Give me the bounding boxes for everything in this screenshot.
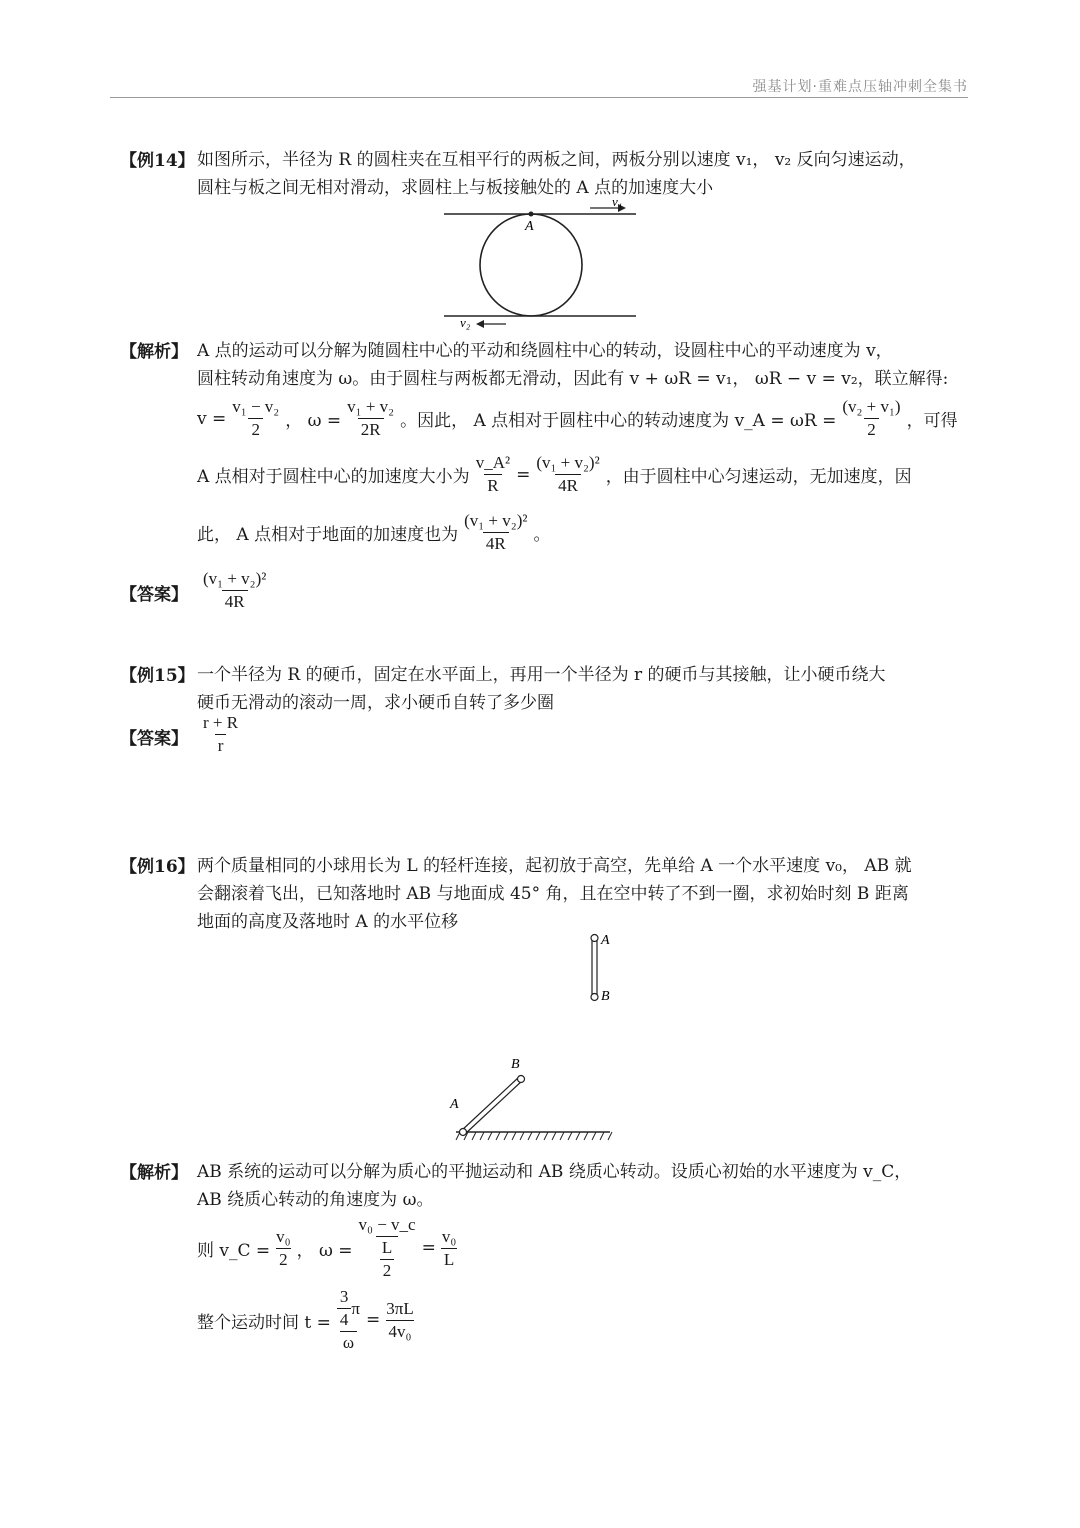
v2-label: v₂ [460, 315, 471, 330]
label-a-bottom: A [450, 1097, 459, 1112]
point-a-dot [529, 212, 534, 217]
ex14-analysis-line2: 圆柱转动角速度为 ω。由于圆柱与两板都无滑动，因此有 v + ωR = v₁， ωR − v = v₂，联立解得: [197, 369, 949, 389]
ex14-figure [430, 196, 650, 336]
frac-omega: $\frac{\text{v₁ + v₂}}{2R}$ [347, 397, 395, 439]
ex14-analysis-label: 【解析】 [120, 342, 188, 362]
ex16-omega-eq: ， ω = [296, 1240, 353, 1261]
label-b-top: B [601, 989, 610, 1004]
page-header: 强基计划·重难点压轴冲刺全集书 [752, 79, 968, 95]
ex14-eq-sign: = [516, 464, 531, 485]
ex14-omega-eq: ， ω = [285, 411, 342, 431]
v1-label: v₁ [612, 196, 623, 209]
ex15-question-line1: 一个半径为 R 的硬币，固定在水平面上，再用一个半径为 r 的硬币与其接触，让小硬币绕大 [197, 665, 886, 685]
ex14-ground-text: 此， A 点相对于地面的加速度也为 [197, 525, 459, 545]
rod-diagonal-2 [465, 1080, 523, 1134]
ex14-analysis-line5 [197, 510, 550, 555]
ex16-time-text: 整个运动时间 t = [197, 1312, 331, 1333]
ball-a-bottom [460, 1129, 467, 1136]
frac-time: $\frac{3}{4}$ π ω [334, 1286, 363, 1354]
ex14-accel-text: A 点相对于圆柱中心的加速度大小为 [197, 467, 470, 487]
ex16-eq-sign-2: = [365, 1310, 381, 1330]
rod-diagonal-1 [461, 1077, 519, 1131]
frac-omega-compound: $\frac{\text{v₀ − v\_c}}{\frac{L}{2}}$ [358, 1215, 416, 1280]
ex16-label: 【例16】 [120, 857, 195, 877]
frac-answer15: $\frac{r + R}{r}$ [203, 713, 239, 755]
label-b-bottom: B [511, 1057, 520, 1072]
ex16-question-line1: 两个质量相同的小球用长为 L 的轻杆连接，起初放于高空，先单给 A 一个水平速度 v₀， AB 就 [197, 856, 912, 876]
frac-v0-over-l: $\frac{\text{v₀}}{L}$ [441, 1226, 457, 1269]
ex14-line5-end: 。 [533, 525, 551, 545]
ex16-question-line3: 地面的高度及落地时 A 的水平位移 [197, 912, 459, 932]
ex14-line4-end: ，由于圆柱中心匀速运动，无加速度，因 [605, 467, 912, 487]
ex14-answer-label: 【答案】 [120, 585, 188, 605]
ball-a-top [591, 935, 598, 942]
ex14-label: 【例14】 [120, 151, 195, 171]
point-a-label: A [525, 219, 534, 234]
v2-arrowhead [476, 320, 484, 328]
ex16-analysis-line2: AB 绕质心转动的角速度为 ω。 [197, 1190, 434, 1210]
ball-b-top [591, 994, 598, 1001]
frac-time-result: $\frac{3\pi L}{\text{4v₀}}$ [386, 1298, 414, 1341]
ground-hatching [456, 1132, 612, 1140]
ex15-answer-label: 【答案】 [120, 729, 188, 749]
ex14-analysis-line3 [197, 396, 958, 441]
ex16-analysis-line3 [197, 1214, 462, 1282]
ex15-question-line2: 硬币无滑动的滚动一周，求小硬币自转了多少圈 [197, 693, 554, 713]
ex16-vc-eq: 则 v_C = [197, 1240, 271, 1261]
ex16-top-figure [580, 926, 640, 1010]
header-divider [110, 97, 968, 98]
ex15-label: 【例15】 [120, 666, 195, 686]
ex14-question-line2: 圆柱与板之间无相对滑动，求圆柱上与板接触处的 A 点的加速度大小 [197, 178, 714, 198]
ball-b-bottom [518, 1076, 525, 1083]
label-a-top: A [601, 933, 610, 948]
ex14-analysis-line1: A 点的运动可以分解为随圆柱中心的平动和绕圆柱中心的转动，设圆柱中心的平动速度为 v， [197, 341, 893, 361]
ex16-eq-sign-1: = [421, 1238, 436, 1258]
frac-accel: $\frac{\text{(v₁ + v₂)²}}{4R}$ [536, 453, 600, 495]
frac-vc: $\frac{\text{v₀}}{2}$ [276, 1226, 291, 1269]
ex14-line3-end: ，可得 [906, 411, 958, 431]
frac-ground-accel: $\frac{\text{(v₁ + v₂)²}}{4R}$ [464, 511, 528, 553]
ex16-bottom-figure [440, 1050, 620, 1146]
frac-answer14: $\frac{\text{(v₁ + v₂)²}}{4R}$ [203, 569, 267, 611]
ex16-analysis-line4 [197, 1286, 420, 1354]
ex14-v-eq: v = [197, 408, 227, 429]
ex14-analysis-line4 [197, 452, 912, 497]
frac-v: $\frac{\text{v₁ − v₂}}{2}$ [232, 397, 280, 439]
ex15-answer [197, 712, 244, 757]
ex14-va-text: 。因此， A 点相对于圆柱中心的转动速度为 v_A = ωR = [400, 411, 837, 431]
frac-va: $\frac{\text{(v₂ + v₁)}}{2}$ [842, 397, 901, 439]
frac-va2-over-r: $\frac{\text{v\_A²}}{R}$ [475, 453, 511, 495]
ex16-analysis-label: 【解析】 [120, 1163, 188, 1183]
ex16-question-line2: 会翻滚着飞出，已知落地时 AB 与地面成 45° 角，且在空中转了不到一圈，求初始时刻 B 距离 [197, 884, 909, 904]
ex16-analysis-line1: AB 系统的运动可以分解为质心的平抛运动和 AB 绕质心转动。设质心初始的水平速度为 v_C， [197, 1162, 912, 1182]
ex14-question-line1: 如图所示，半径为 R 的圆柱夹在互相平行的两板之间，两板分别以速度 v₁， v₂ 反向匀速运动， [197, 150, 916, 170]
ex14-answer [197, 568, 272, 613]
